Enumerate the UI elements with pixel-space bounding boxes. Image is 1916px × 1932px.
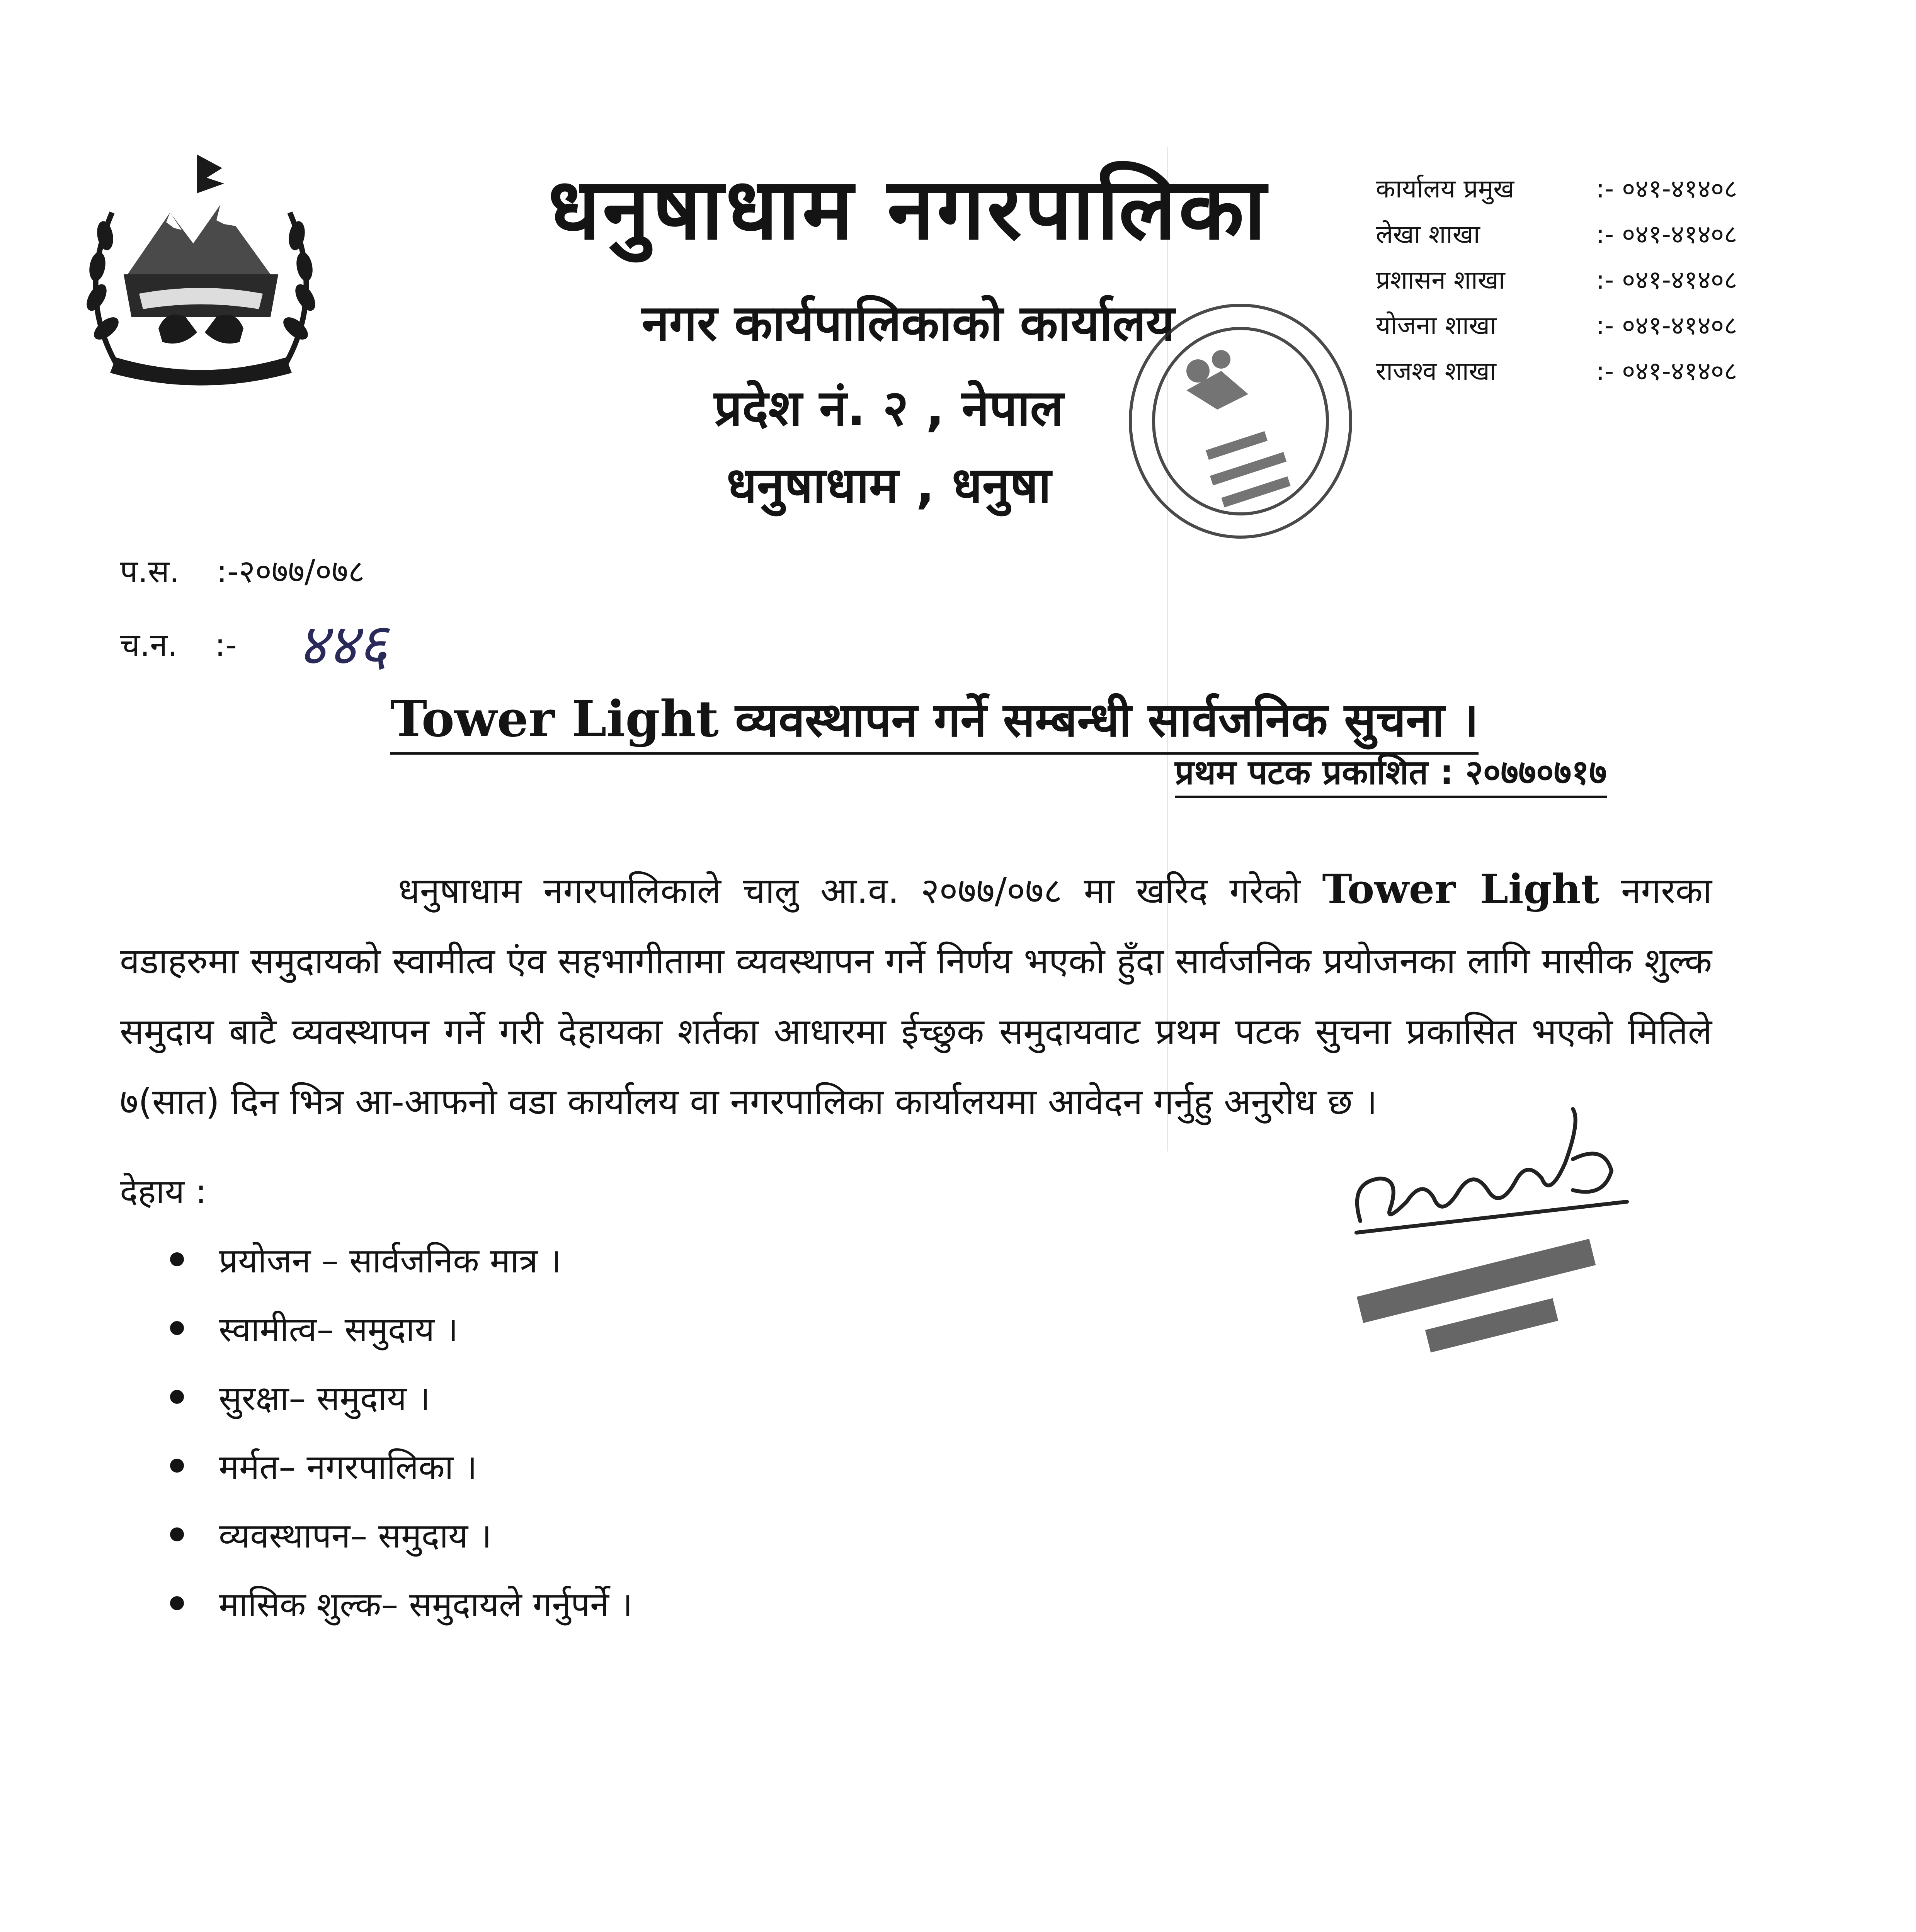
list-item <box>170 1569 943 1638</box>
ps-label: प.स. <box>120 553 180 590</box>
bullet-icon <box>170 1527 184 1541</box>
contact-phone: :- ०४१-४१४०८ <box>1596 356 1737 386</box>
reference-dispatch <box>120 622 237 665</box>
notice-title <box>390 686 1479 755</box>
list-item <box>170 1225 943 1294</box>
bullet-icon <box>170 1459 184 1473</box>
contact-row <box>1376 349 1839 394</box>
condition-text: प्रयोजन – सार्वजनिक मात्र । <box>219 1241 562 1281</box>
condition-text: मर्मत– नगरपालिका । <box>219 1447 477 1487</box>
municipality-title: धनुषाधाम नगरपालिका <box>548 160 1268 259</box>
conditions-heading: देहाय : <box>120 1172 207 1211</box>
body-part2: नगरका वडाहरुमा समुदायको स्वामीत्व एंव सहभागीतामा व्यवस्थापन गर्ने निर्णय भएको हुँदा सार्वजनिक प्रयोजनका लागि मासीक शुल्क समुदाय बाटै व्यवस्थापन गर्ने गरी देहायका शर्तका आधारमा ईच्छुक समुदायवाट प्रथम पटक सुचना प्रकासित भएको मितिले ७(सात) दिन भित्र आ-आफनो वडा कार्यालय वा नगरपालिका कार्यालयमा आवेदन गर्नुहु अनुरोध छ । <box>120 870 1712 1122</box>
published-date: प्रथम पटक प्रकाशित : २०७७०७१७ <box>1175 748 1607 798</box>
contact-row <box>1376 212 1839 257</box>
contact-label: योजना शाखा <box>1376 311 1497 340</box>
contact-phone: :- ०४१-४१४०८ <box>1596 219 1737 249</box>
body-part1: धनुषाधाम नगरपालिकाले चालु आ.व. २०७७/०७८ मा खरिद गरेको <box>398 870 1301 912</box>
notice-body <box>120 854 1712 1137</box>
notice-title-en: Tower Light <box>390 690 719 748</box>
contact-label: प्रशासन शाखा <box>1376 265 1505 295</box>
conditions-list <box>170 1225 943 1638</box>
ps-value: :-२०७७/०७८ <box>216 553 365 590</box>
list-item <box>170 1294 943 1362</box>
nepal-emblem-icon <box>70 147 332 386</box>
office-subtitle: नगर कार्यपालिकाको कार्यालय <box>642 294 1175 352</box>
signature-icon <box>1333 1105 1642 1383</box>
condition-text: सुरक्षा– समुदाय । <box>219 1378 431 1418</box>
cn-label: च.न. <box>120 627 178 663</box>
notice-title-np: व्यवस्थापन गर्ने सम्बन्धी सार्वजनिक सुचना । <box>735 692 1479 747</box>
office-seal-icon <box>1121 294 1360 549</box>
contact-row <box>1376 257 1839 303</box>
contact-label: कार्यालय प्रमुख <box>1376 174 1514 204</box>
contact-phone: :- ०४१-४१४०८ <box>1596 265 1737 295</box>
contact-row <box>1376 303 1839 349</box>
contact-phone: :- ०४१-४१४०८ <box>1596 311 1737 340</box>
bullet-icon <box>170 1252 184 1266</box>
bullet-icon <box>170 1390 184 1404</box>
condition-text: मासिक शुल्क– समुदायले गर्नुपर्ने । <box>219 1585 633 1624</box>
list-item <box>170 1500 943 1569</box>
bullet-icon <box>170 1596 184 1610</box>
contact-label: लेखा शाखा <box>1376 219 1480 249</box>
contact-phone: :- ०४१-४१४०८ <box>1596 174 1737 204</box>
condition-text: व्यवस्थापन– समुदाय । <box>219 1516 492 1556</box>
contact-list <box>1376 166 1839 394</box>
condition-text: स्वामीत्व– समुदाय । <box>219 1310 458 1349</box>
cn-sep: :- <box>214 627 237 663</box>
bullet-icon <box>170 1321 184 1335</box>
reference-fiscal-year <box>120 549 365 592</box>
contact-label: राजश्व शाखा <box>1376 356 1496 386</box>
city-line: धनुषाधाम , धनुषा <box>727 457 1051 514</box>
contact-row <box>1376 166 1839 212</box>
list-item <box>170 1362 943 1431</box>
handwritten-dispatch-number: ४४६ <box>298 611 388 679</box>
list-item <box>170 1431 943 1500</box>
body-tower-light: Tower Light <box>1322 865 1600 913</box>
province-line: प्रदेश नं. २ , नेपाल <box>714 379 1064 437</box>
